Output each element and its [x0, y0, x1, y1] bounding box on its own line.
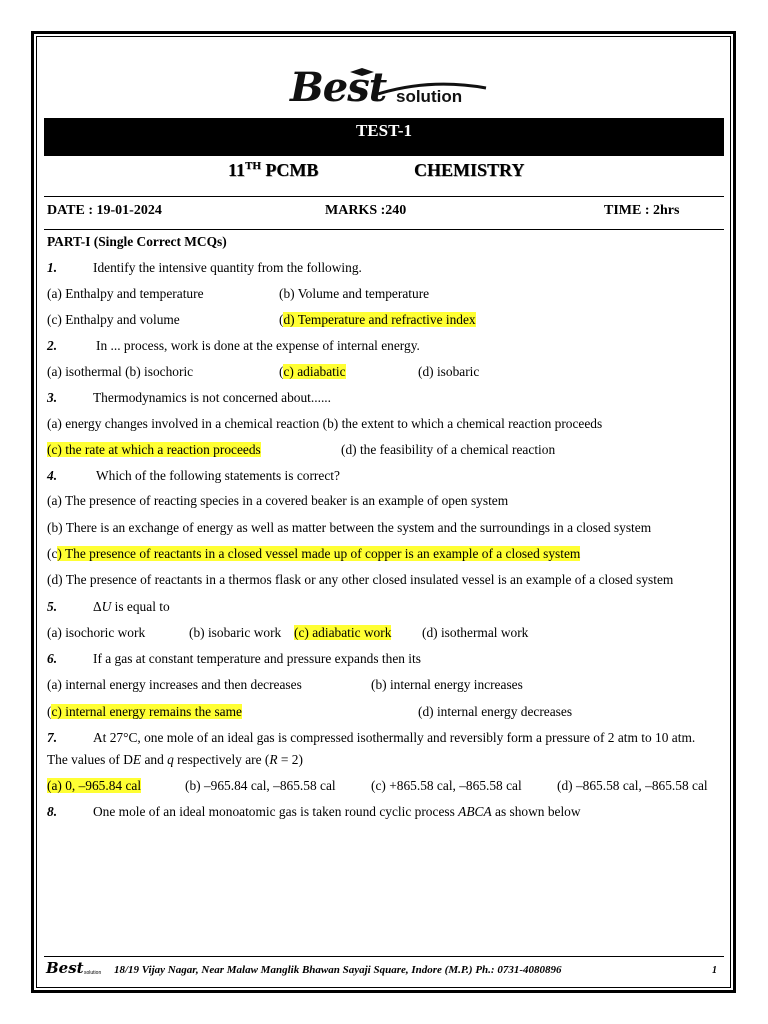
- option: (b) isobaric work: [189, 625, 282, 640]
- question-text: Identify the intensive quantity from the following.: [93, 260, 362, 275]
- option: (b) internal energy increases: [371, 677, 523, 692]
- subject-title: CHEMISTRY: [414, 160, 525, 180]
- option: (d) isobaric: [418, 364, 480, 379]
- divider: [44, 196, 724, 197]
- variable: U: [101, 599, 112, 614]
- variable: R: [269, 752, 278, 767]
- class-number: 11: [228, 160, 246, 180]
- question-text: At 27°C, one mole of an ideal gas is compressed isothermally and reversibly form a pressure of 2 atm to 10 atm.: [93, 730, 696, 745]
- question-number: 4.: [47, 468, 58, 483]
- question-text-line2: [47, 751, 303, 768]
- question-number: 2.: [47, 338, 58, 353]
- variable: q: [167, 752, 174, 767]
- logo-best-text: Best: [290, 64, 387, 111]
- option: (a) isothermal (b) isochoric: [47, 364, 194, 379]
- exam-time: TIME : 2hrs: [604, 203, 680, 218]
- option: (a) internal energy increases and then decreases: [47, 677, 302, 692]
- question-number: 5.: [47, 599, 58, 614]
- logo-solution-text: solution: [396, 87, 463, 106]
- text-part: One mole of an ideal monoatomic gas is taken round cyclic process: [93, 804, 459, 819]
- option-paren: (: [279, 312, 284, 327]
- option-correct: [47, 777, 141, 794]
- question-text-rest: is equal to: [111, 599, 170, 614]
- variable: E: [132, 752, 142, 767]
- text-part: = 2): [277, 752, 303, 767]
- question-number: 7.: [47, 730, 58, 745]
- class-suffix: TH: [245, 160, 261, 172]
- exam-date: DATE : 19-01-2024: [47, 203, 162, 218]
- highlighted-answer: (a) 0, –965.84 cal: [47, 778, 142, 793]
- brand-logo: [290, 64, 490, 112]
- footer-address: 18/19 Vijay Nagar, Near Malaw Manglik Bhawan Sayaji Square, Indore (M.P.) Ph.: 0731-4080896: [114, 964, 562, 976]
- question-number: 3.: [47, 390, 58, 405]
- option: (d) internal energy decreases: [418, 704, 573, 719]
- option: (d) –865.58 cal, –865.58 cal: [557, 778, 708, 793]
- highlighted-answer: (c) adiabatic work: [294, 625, 392, 640]
- option-paren: (c: [47, 546, 58, 561]
- question-text: In ... process, work is done at the expense of internal energy.: [96, 338, 420, 353]
- option-correct: [47, 441, 261, 458]
- highlighted-answer: c) adiabatic: [283, 364, 346, 379]
- option-correct: [47, 545, 580, 562]
- question-number: 8.: [47, 804, 58, 819]
- divider: [44, 229, 724, 230]
- variable: ABCA: [458, 804, 492, 819]
- option: (c) Enthalpy and volume: [47, 312, 180, 327]
- question-text: [93, 598, 170, 615]
- option: (d) the feasibility of a chemical reaction: [341, 442, 556, 457]
- highlighted-answer: d) Temperature and refractive index: [283, 312, 476, 327]
- page-border-inner: [36, 36, 731, 988]
- exam-marks: MARKS :240: [325, 203, 407, 218]
- option-correct: [47, 703, 242, 720]
- text-part: respectively are (: [173, 752, 270, 767]
- test-title: TEST-1: [355, 121, 413, 140]
- text-part: and: [141, 752, 168, 767]
- footer-logo: [46, 961, 108, 981]
- text-part: The values of D: [47, 752, 133, 767]
- question-text: [93, 803, 581, 820]
- highlighted-answer: ) The presence of reactants in a closed vessel made up of copper is an example of a closed system: [57, 546, 581, 561]
- option-paren: (: [279, 364, 284, 379]
- option: (d) isothermal work: [422, 625, 529, 640]
- highlighted-answer: (c) the rate at which a reaction proceeds: [47, 442, 261, 457]
- option-correct: [279, 363, 346, 380]
- question-text: Thermodynamics is not concerned about......: [93, 390, 331, 405]
- class-title: [228, 160, 318, 181]
- test-title-bar: [44, 118, 724, 156]
- text-part: as shown below: [491, 804, 581, 819]
- question-number: 1.: [47, 260, 58, 275]
- option: (b) –965.84 cal, –865.58 cal: [185, 778, 336, 793]
- footer-logo-best: Best: [46, 959, 84, 977]
- option: (c) +865.58 cal, –865.58 cal: [371, 778, 522, 793]
- option-correct: [279, 311, 476, 328]
- footer-divider: [44, 956, 724, 957]
- question-text: If a gas at constant temperature and pressure expands then its: [93, 651, 421, 666]
- option: (b) There is an exchange of energy as well as matter between the system and the surroundings in a closed system: [47, 520, 652, 535]
- option: (a) The presence of reacting species in a covered beaker is an example of open system: [47, 493, 509, 508]
- footer-logo-solution: solution: [84, 970, 102, 976]
- option: (b) Volume and temperature: [279, 286, 430, 301]
- part-title: PART-I (Single Correct MCQs): [47, 234, 227, 249]
- option: (a) energy changes involved in a chemical reaction (b) the extent to which a chemical reaction proceeds: [47, 416, 603, 431]
- option: (a) isochoric work: [47, 625, 146, 640]
- option: (d) The presence of reactants in a thermos flask or any other closed insulated vessel is an example of a closed system: [47, 572, 674, 587]
- delta-symbol: Δ: [93, 599, 102, 614]
- class-stream: PCMB: [260, 160, 319, 180]
- highlighted-answer: c) internal energy remains the same: [51, 704, 242, 719]
- option-paren: (: [47, 704, 52, 719]
- question-text: Which of the following statements is correct?: [96, 468, 340, 483]
- question-number: 6.: [47, 651, 58, 666]
- option-correct: [294, 624, 391, 641]
- option: (a) Enthalpy and temperature: [47, 286, 204, 301]
- page-number: 1: [712, 965, 717, 976]
